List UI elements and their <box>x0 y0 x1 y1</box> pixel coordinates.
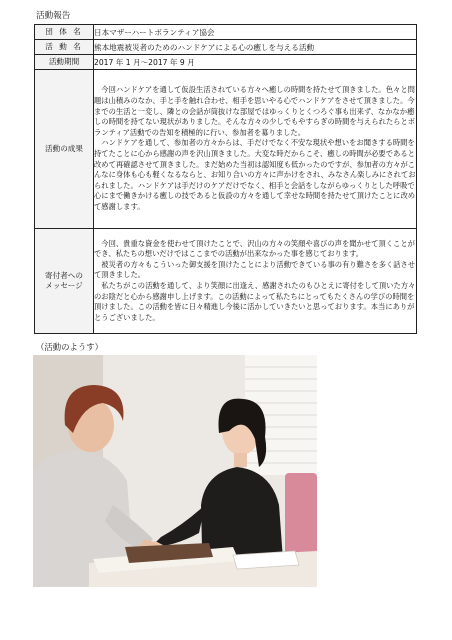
donor-paragraph: 今回、貴重な資金を使わせて頂けたことで、沢山の方々の笑顔や喜びの声を聞かせて頂くことができ、私たちの想いだけではここまでの活動が出来なかった事を感じております。 <box>94 238 415 259</box>
donor-message-row <box>35 229 417 334</box>
results-label: 活動の成果 <box>35 70 94 229</box>
org-row <box>35 25 417 40</box>
activity-name-label: 活 動 名 <box>35 40 94 55</box>
activity-photo-illustration <box>33 355 317 587</box>
report-heading: 活動報告 <box>36 11 71 21</box>
report-table <box>34 24 417 334</box>
donor-message-label <box>35 229 94 334</box>
activity-name-value: 熊本地震被災者のためのハンドケアによる心の癒しを与える活動 <box>94 40 417 55</box>
donor-message-text <box>94 229 417 334</box>
period-value: 2017 年 1 月～2017 年 9 月 <box>94 55 417 70</box>
results-text <box>94 70 417 229</box>
period-label: 活動期間 <box>35 55 94 70</box>
photo-caption: （活動のようす） <box>36 342 103 352</box>
period-row <box>35 55 417 70</box>
org-value: 日本マザーハートボランティア協会 <box>94 25 417 40</box>
activity-name-row <box>35 40 417 55</box>
donor-label-line: 寄付者への <box>45 271 83 280</box>
results-paragraph: 今回ハンドケアを通して仮設生活されている方々へ癒しの時間を持たせて頂きました。色々と問題は山積みのなか、手と手を触れ合わせ、相手を思いやる心でハンドケアをさせて頂きました。今までの生活と一変し、隣との会話が筒抜けな部屋ではゆっくりとくつろぐ事も出来ず、なかなか癒しの時間を持てない現状がありました。そんな方々の少しでもやすらぎの時間を与えられたらとボランティア活動での告知を積極的に行い、参加者を募りました。 <box>94 85 416 137</box>
results-paragraph: ハンドケアを通して、参加者の方々からは、手だけでなく不安な現状や想いをお聞きする時間を持てたことに心から感謝の声を沢山頂きました。大変な時だからこそ、癒しの時間が必要であると改めて再確認させて頂きました。まだ始めた当初は認知度も低かったのですが、参加者の方々がこんなに身体も心も軽くなるならと、お知り合いの方々に声かけをされ、みなさん楽しみにされておられました。ハンドケアは手だけのケアだけでなく、相手と会話をしながらゆっくりとした呼吸で心にまで働きかける癒しの技であると仮設の方々を通して幸せな時間を持たせて頂けたことに改めて感謝します。 <box>94 138 416 211</box>
donor-label-line: メッセージ <box>45 281 83 290</box>
donor-paragraph: 私たちがこの活動を通して、より笑顔に出逢え、感謝されたのもひとえに寄付をして頂いた方々のお陰だと心から感謝申し上げます。この活動によって私たちにとってもたくさんの学びの時間を頂けました。この活動を皆に日々精進し今後に活かしていきたいと思っております。本当にありがとうございました。 <box>94 281 416 322</box>
results-row <box>35 70 417 229</box>
donor-paragraph: 被災者の方々もこういった御支援を頂けたことにより活動できている事の有り難さを多く話させて頂きました。 <box>94 259 416 280</box>
org-label: 団 体 名 <box>35 25 94 40</box>
activity-photo <box>33 355 317 587</box>
